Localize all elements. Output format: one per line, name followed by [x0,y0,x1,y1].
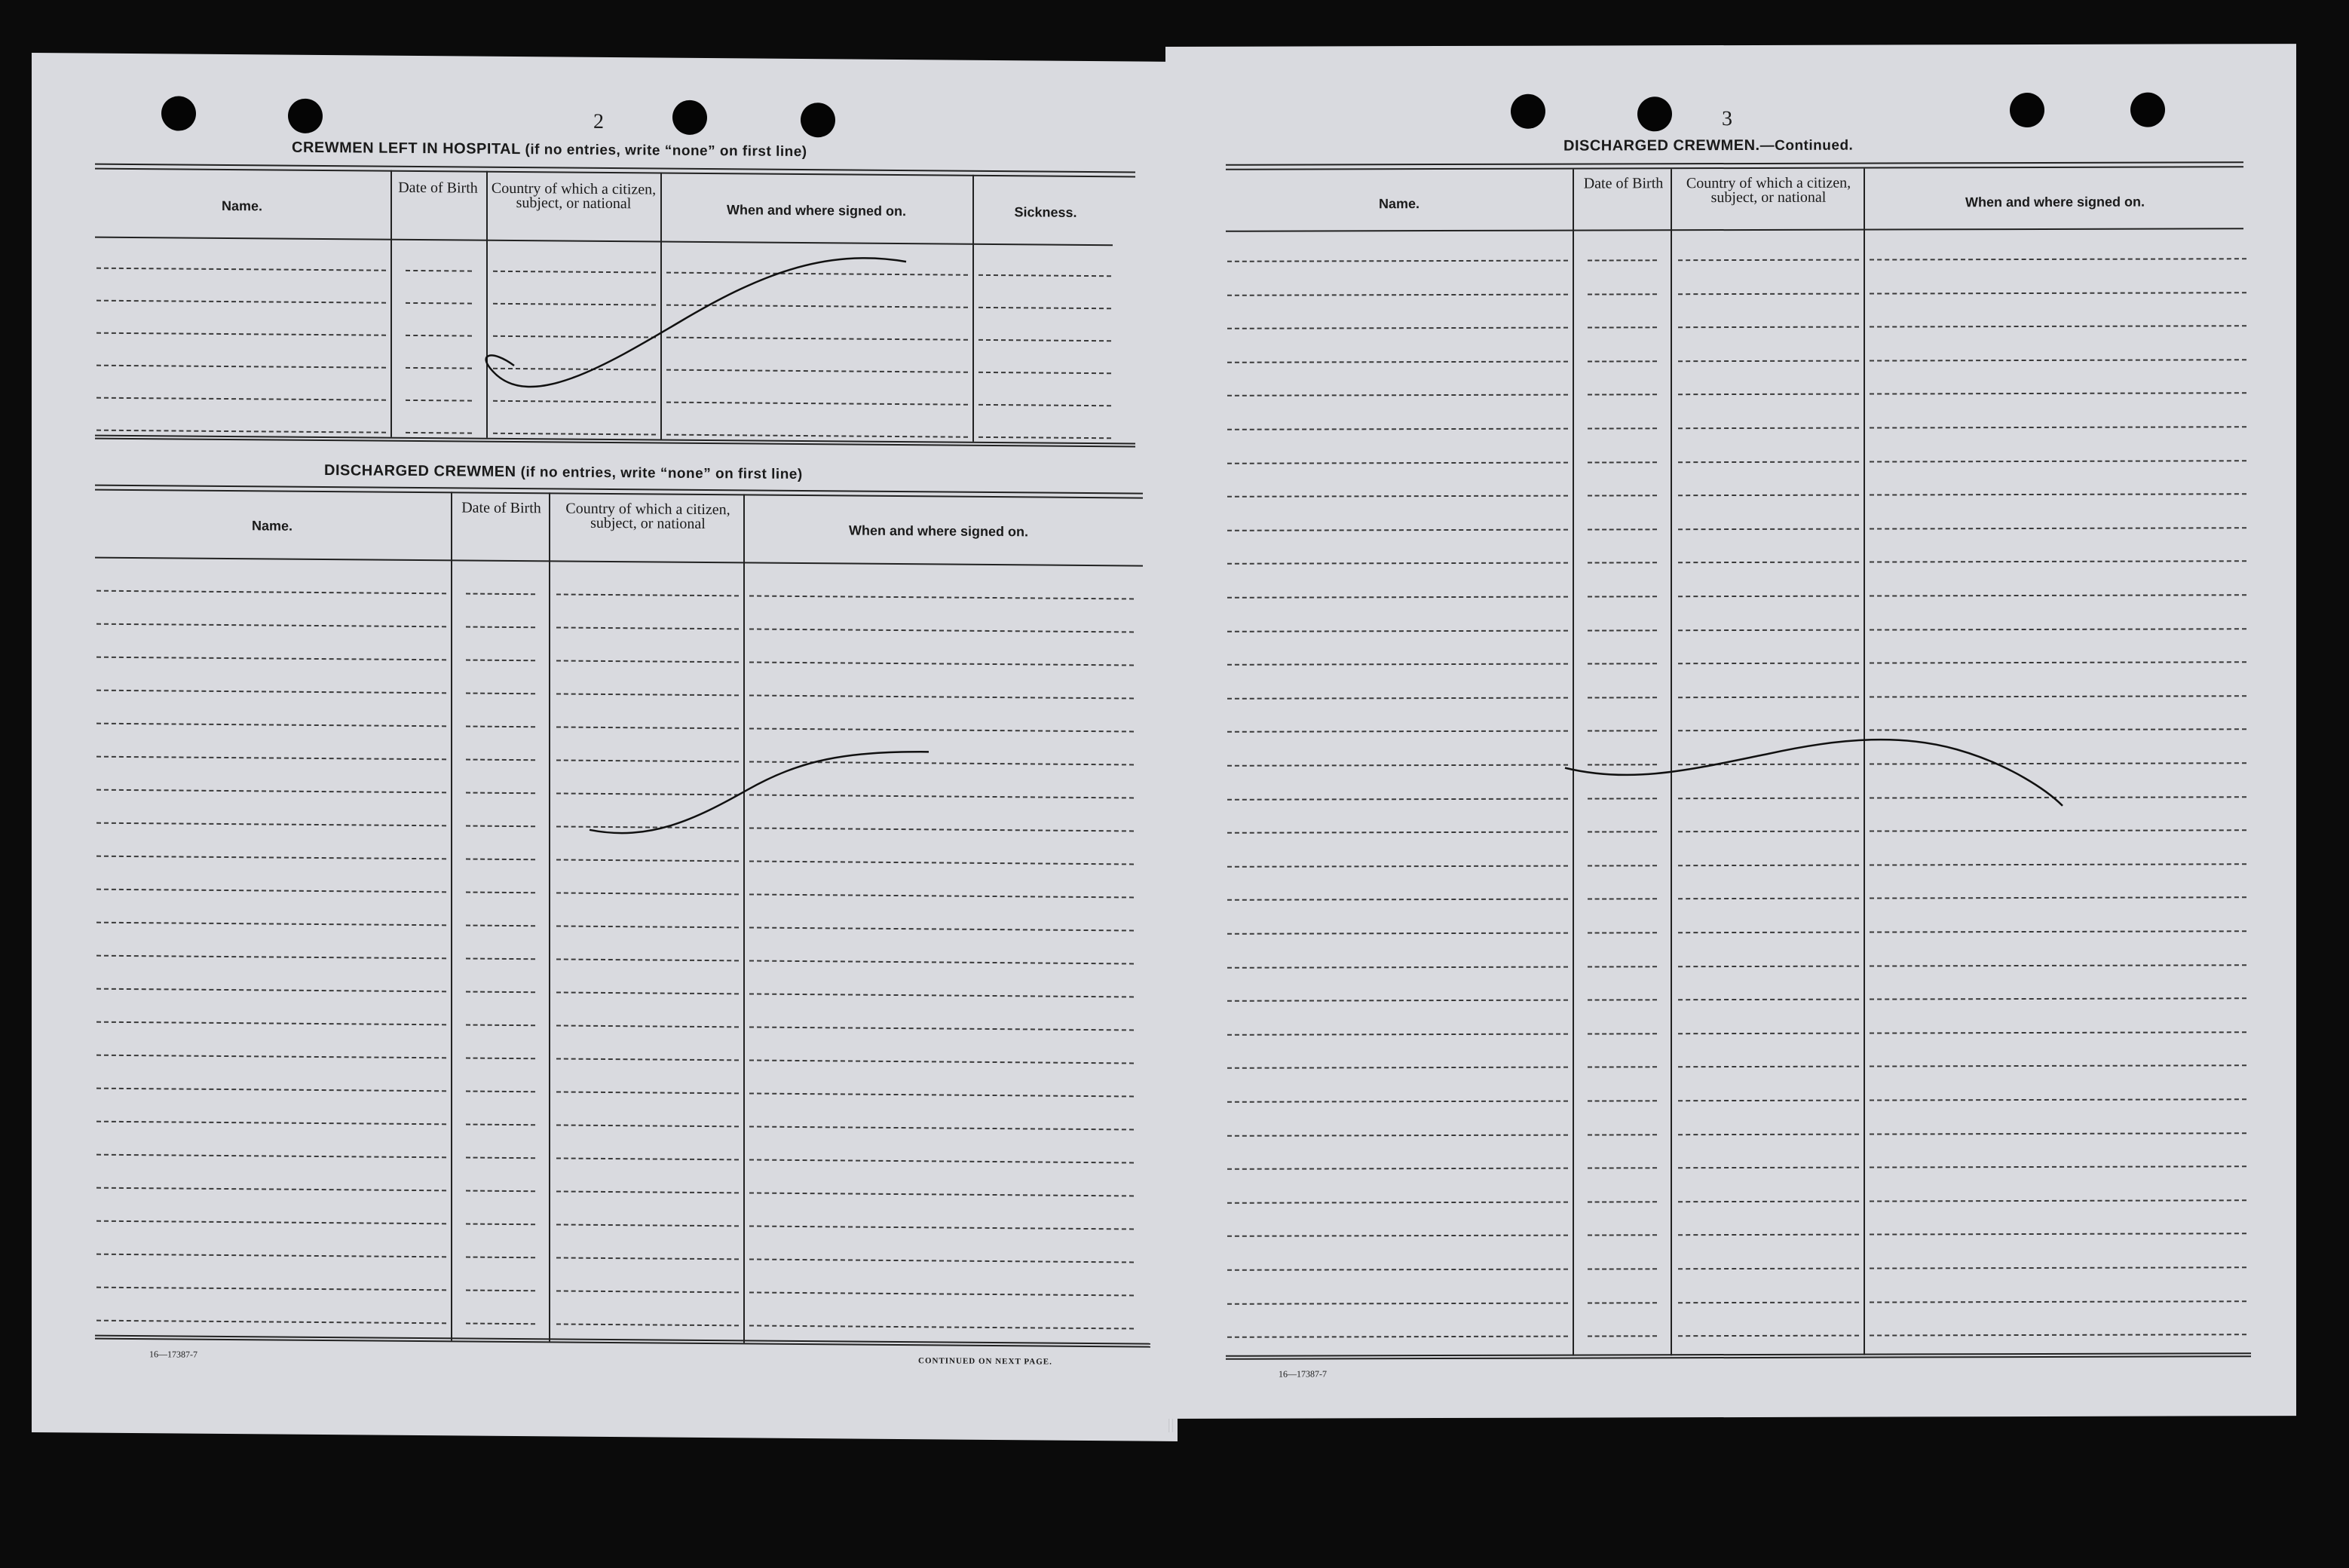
col-header-name: Name. [251,517,293,534]
right-page [1165,44,2296,1419]
col-header-country: Country of which a citizen, subject, or national [1686,174,1851,207]
strike-line-hospital [486,255,906,390]
col-header-dob: Date of Birth [461,499,541,517]
hospital-title: CREWMEN LEFT IN HOSPITAL [292,139,521,158]
hospital-note: (if no entries, write “none” on first line) [525,142,807,161]
page-number: 2 [593,109,604,133]
col-header-name: Name. [221,198,263,213]
col-header-dob: Date of Birth [1583,175,1664,192]
form-number: 16—17387-7 [1279,1368,1327,1380]
col-header-signed-on: When and where signed on. [1965,194,2145,210]
continued-suffix: —Continued. [1759,137,1854,154]
strike-marks [32,53,1178,1441]
page-number: 3 [1722,107,1732,131]
form-number: 16—17387-7 [149,1349,198,1360]
left-page [32,53,1178,1441]
continued-note: CONTINUED ON NEXT PAGE. [918,1356,1052,1367]
discharged-continued-title: DISCHARGED CREWMEN. [1563,136,1760,155]
col-header-dob: Date of Birth [398,179,478,197]
col-header-sickness: Sickness. [1014,204,1077,220]
strike-line-right [1565,739,2063,807]
col-header-country: Country of which a citizen, subject, or national [491,179,657,213]
discharged-note: (if no entries, write “none” on first line) [520,464,803,483]
col-header-signed-on: When and where signed on. [726,201,907,219]
col-header-country: Country of which a citizen, subject, or national [565,500,730,533]
discharged-title: DISCHARGED CREWMEN [324,462,516,481]
col-header-name: Name. [1378,195,1420,211]
strike-marks [1165,44,2296,1419]
strike-line-discharged [590,749,929,835]
col-header-signed-on: When and where signed on. [848,522,1029,539]
